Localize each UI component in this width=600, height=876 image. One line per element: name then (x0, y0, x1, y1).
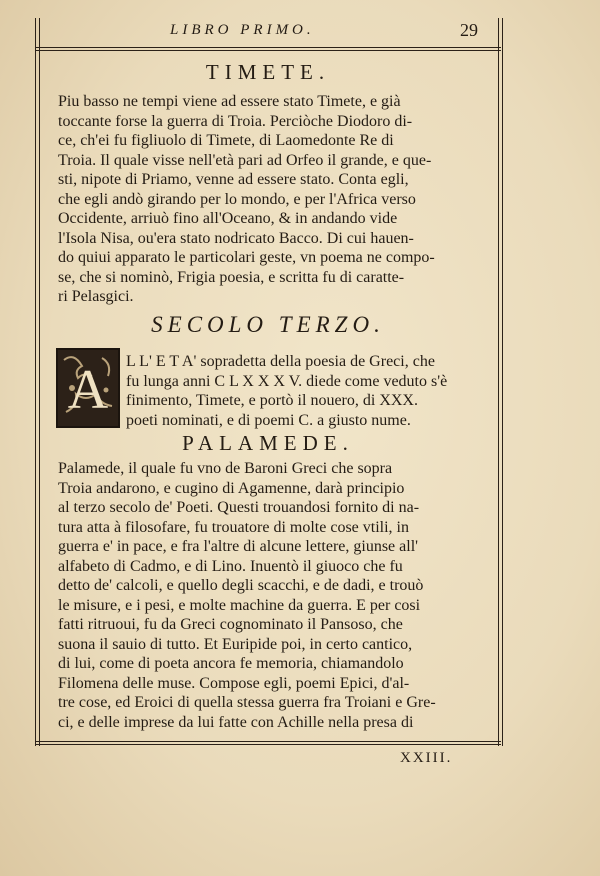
running-head (40, 22, 496, 44)
text-line: ci, e delle imprese da lui fatte con Achille nella presa di (58, 713, 414, 731)
text-line: suona il sauio di tutto. Et Euripide poi, in certo cantico, (58, 635, 413, 653)
heading-timete: TIMETE. (205, 60, 331, 84)
text-line: guerra e' in pace, e fra l'altre di alcune lettere, giunse all' (58, 538, 419, 555)
footer-rule (35, 741, 501, 745)
text-line: Filomena delle muse. Compose egli, poemi Epici, d'al- (58, 674, 410, 692)
text-line: Troia. Il quale visse nell'età pari ad Orfeo il grande, e que- (58, 151, 432, 169)
ornament-initial-icon (58, 350, 118, 426)
text-line: detto de' calcoli, e quello degli scacchi, e de dadi, e trouò (58, 577, 424, 594)
paragraph-palamede (58, 459, 494, 732)
text-line: Piu basso ne tempi viene ad essere stato Timete, e già (58, 93, 401, 110)
decorated-initial (56, 348, 120, 428)
text-line: fu lunga anni C L X X X V. diede come veduto s'è (126, 372, 448, 390)
text-line: al terzo secolo de' Poeti. Questi trouandosi fornito di na- (58, 499, 420, 516)
paragraph-secolo-terzo (126, 352, 496, 430)
text-line: Palamede, il quale fu vno de Baroni Greci che sopra (58, 460, 393, 477)
text-line: toccante forse la guerra di Troia. Perciòche Diodoro di- (58, 112, 413, 130)
text-line: se, che si nominò, Frigia poesia, e scritta fu di caratte- (58, 268, 405, 286)
text-line: alfabeto di Cadmo, e di Lino. Inuentò il giuoco che fu (58, 557, 403, 575)
text-line: tre cose, ed Eroici di quella stessa guerra fra Troiani e Gre- (58, 694, 436, 711)
text-line: che egli andò girando per lo mondo, e per l'Africa verso (58, 190, 416, 208)
text-line: L L' E T A' sopradetta della poesia de Greci, che (126, 353, 435, 370)
header-rule (35, 47, 501, 51)
page-number: 29 (460, 20, 478, 40)
text-line: le misure, e i pesi, e molte machine da guerra. E per cosi (58, 596, 421, 614)
text-line: di lui, come di poeta ancora fe memoria, chiamandolo (58, 655, 404, 672)
left-border-rule (35, 18, 40, 746)
signature-mark: XXIII. (400, 750, 453, 766)
text-line: tura atta à filosofare, fu trouatore di molte cose vtili, in (58, 518, 409, 536)
right-border-rule (498, 18, 503, 746)
text-line: ce, ch'ei fu figliuolo di Timete, di Laomedonte Re di (58, 132, 394, 149)
text-line: Occidente, arriuò fino all'Oceano, & in andando vide (58, 210, 398, 227)
paragraph-timete (58, 92, 494, 307)
text-line: finimento, Timete, e portò il nouero, di XXX. (126, 392, 418, 409)
drop-cap-letter: A (67, 359, 109, 421)
section-heading-secolo-terzo: SECOLO TERZO. (151, 312, 385, 337)
running-title: LIBRO PRIMO. (170, 22, 315, 38)
text-line: poeti nominati, e di poemi C. a giusto nume. (126, 411, 411, 429)
text-line: ri Pelasgici. (58, 288, 134, 305)
text-line: fatti ritruoui, fu da Greci cognominato il Pansoso, che (58, 616, 403, 633)
text-line: sti, nipote di Priamo, venne ad essere stato. Conta egli, (58, 171, 409, 188)
text-line: do quiui apparato le particolari geste, vn poema ne compo- (58, 249, 435, 266)
text-line: l'Isola Nisa, ou'era stato nodricato Bacco. Di cui hauen- (58, 229, 414, 247)
text-line: Troia andarono, e cugino di Agamenne, darà principio (58, 479, 405, 497)
heading-palamede: PALAMEDE. (182, 431, 354, 455)
